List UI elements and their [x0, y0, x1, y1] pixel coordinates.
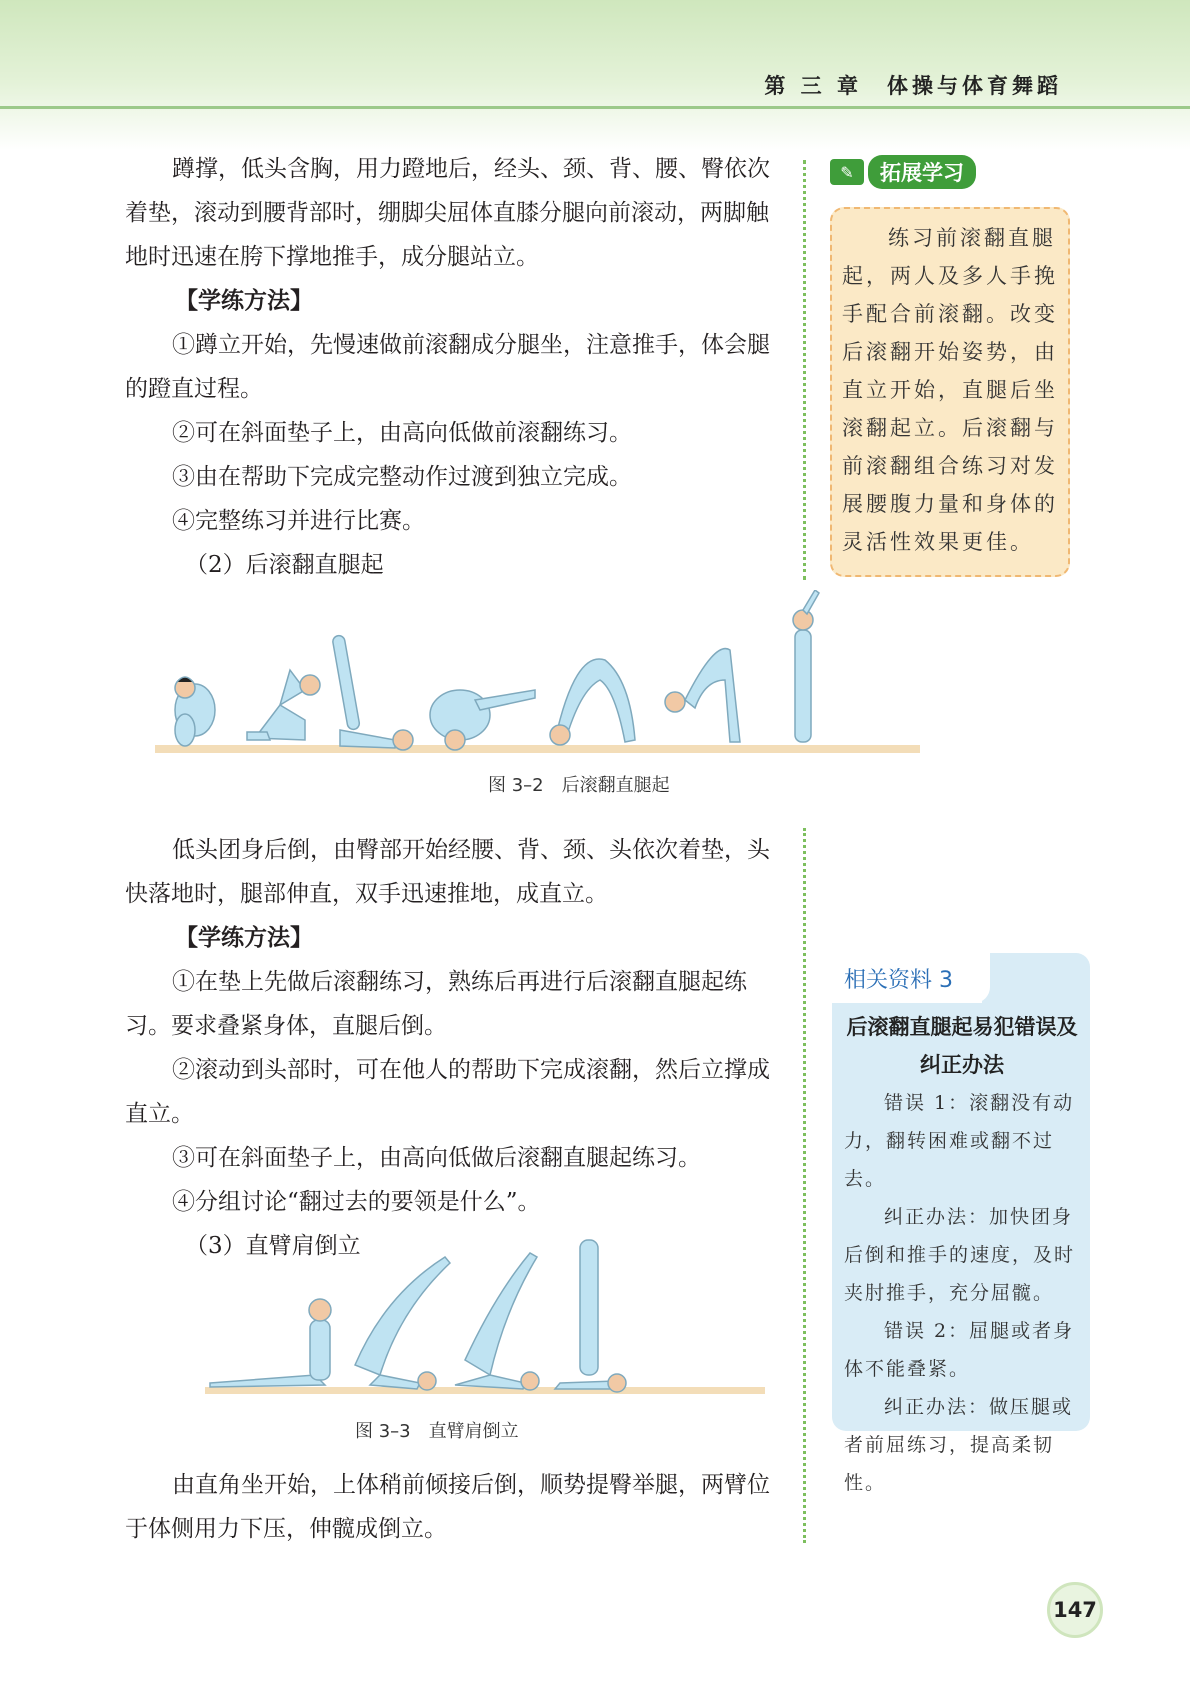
- gymnast-pose-raising-hips: [455, 1253, 539, 1390]
- method-label: 【学练方法】: [175, 925, 313, 951]
- reference-item: 错误 1：滚翻没有动力，翻转困难或翻不过去。: [844, 1092, 1075, 1190]
- gymnast-pose-sitting-back: [247, 670, 320, 740]
- figure-backward-roll: [155, 590, 920, 760]
- step-item: ②可在斜面垫子上，由高向低做前滚翻练习。: [172, 420, 632, 446]
- step-item: ①蹲立开始，先慢速做前滚翻成分腿坐，注意推手，体会腿的蹬直过程。: [125, 332, 770, 402]
- margin-divider: [803, 828, 806, 1543]
- gymnast-pose-rolling-back: [355, 1257, 450, 1390]
- figure-caption: 图 3–3 直臂肩倒立: [355, 1421, 519, 1442]
- book-icon: ✎: [830, 159, 864, 185]
- mat: [205, 1387, 765, 1394]
- mat: [155, 745, 920, 753]
- step-item: ①在垫上先做后滚翻练习，熟练后再进行后滚翻直腿起练习。要求叠紧身体，直腿后倒。: [125, 969, 747, 1039]
- section-forward-roll: [125, 147, 785, 587]
- step-item: ④完整练习并进行比赛。: [172, 508, 425, 534]
- method-label: 【学练方法】: [175, 288, 313, 314]
- gymnast-pose-crouch: [175, 677, 215, 746]
- reference-text: [844, 1084, 1080, 1502]
- step-item: ④分组讨论“翻过去的要领是什么”。: [172, 1189, 541, 1215]
- chapter-title: 第 三 章 体操与体育舞蹈: [764, 74, 1062, 98]
- section-shoulder-stand: [125, 1463, 785, 1551]
- sub-heading: （2）后滚翻直腿起: [185, 552, 384, 578]
- expand-learning-label: 拓展学习: [868, 155, 976, 189]
- gymnast-pose-standing-bend: [665, 649, 740, 742]
- figure-caption: 图 3–2 后滚翻直腿起: [488, 775, 670, 796]
- reference-box: [832, 953, 1090, 1494]
- paragraph: 蹲撑，低头含胸，用力蹬地后，经头、颈、背、腰、臀依次着垫，滚动到腰背部时，绷脚尖屈体直膝分腿向前滚动，两脚触地时迅速在胯下撑地推手，成分腿站立。: [125, 156, 770, 270]
- step-item: ②滚动到头部时，可在他人的帮助下完成滚翻，然后立撑成直立。: [125, 1057, 770, 1127]
- section-backward-roll: [125, 828, 785, 1268]
- gymnast-pose-pike-over: [550, 659, 635, 745]
- reference-body: [832, 953, 1090, 1494]
- expand-learning-badge: [830, 154, 980, 190]
- header-divider: [0, 106, 1190, 109]
- gymnast-pose-tuck-over: [430, 690, 535, 750]
- gymnast-pose-legs-up: [332, 635, 413, 750]
- reference-title: 后滚翻直腿起易犯错误及纠正办法: [846, 1015, 1078, 1077]
- paragraph: 低头团身后倒，由臀部开始经腰、背、颈、头依次着垫，头快落地时，腿部伸直，双手迅速推地，成直立。: [125, 837, 770, 907]
- gymnast-pose-shoulder-stand: [555, 1240, 626, 1392]
- gymnast-pose-upright: [793, 590, 819, 742]
- figure-shoulder-stand: [205, 1235, 765, 1405]
- reference-item: 纠正办法：做压腿或者前屈练习，提高柔韧性。: [844, 1396, 1074, 1494]
- margin-divider: [803, 160, 806, 580]
- reference-item: 错误 2：屈腿或者身体不能叠紧。: [844, 1320, 1075, 1380]
- step-item: ③由在帮助下完成完整动作过渡到独立完成。: [172, 464, 632, 490]
- reference-item: 纠正办法：加快团身后倒和推手的速度，及时夹肘推手，充分屈髋。: [844, 1206, 1076, 1304]
- gymnast-pose-sitting: [210, 1299, 331, 1387]
- reference-tab: 相关资料 3: [832, 953, 982, 1003]
- step-item: ③可在斜面垫子上，由高向低做后滚翻直腿起练习。: [172, 1145, 701, 1171]
- expand-learning-box: [830, 207, 1070, 577]
- paragraph: 由直角坐开始，上体稍前倾接后倒，顺势提臀举腿，两臂位于体侧用力下压，伸髋成倒立。: [125, 1472, 770, 1542]
- expand-text: 练习前滚翻直腿起，两人及多人手挽手配合前滚翻。改变后滚翻开始姿势，由直立开始，直腿后坐滚翻起立。后滚翻与前滚翻组合练习对发展腰腹力量和身体的灵活性效果更佳。: [842, 226, 1058, 554]
- sub-heading: （3）直臂肩倒立: [185, 1233, 361, 1259]
- page-number: 147: [1047, 1582, 1103, 1638]
